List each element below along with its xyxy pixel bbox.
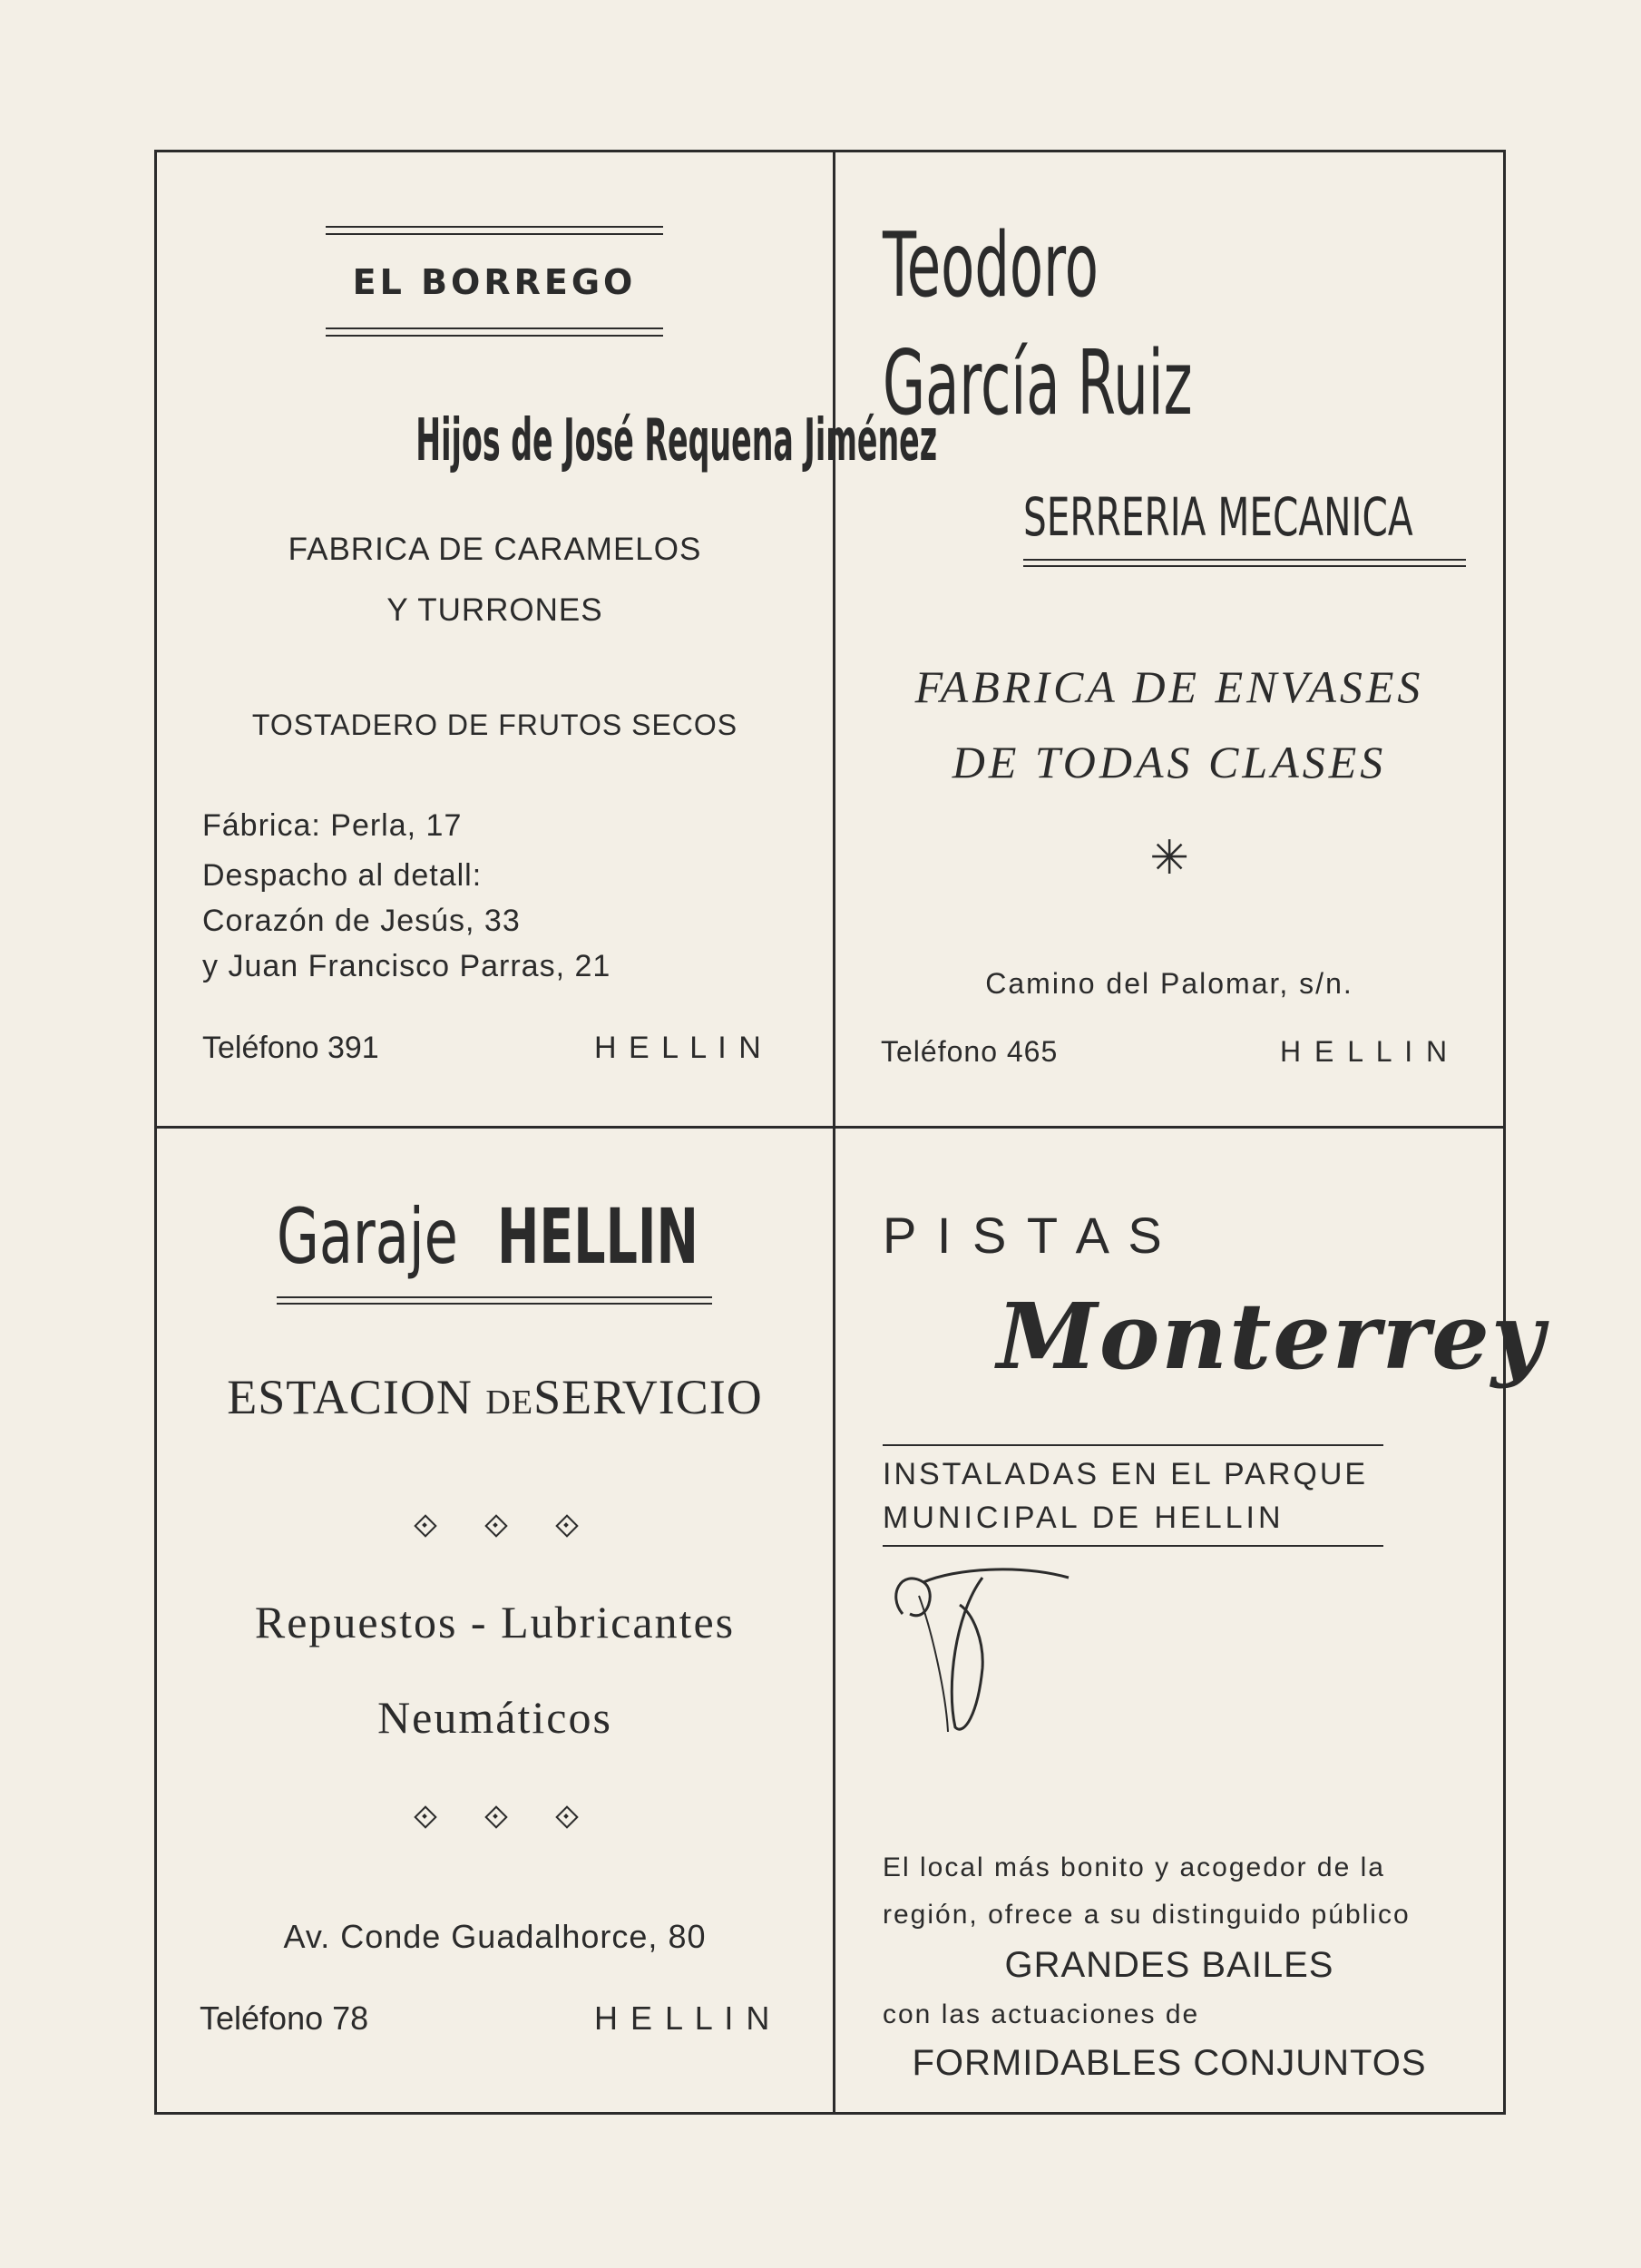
phone: Teléfono 391 <box>202 1031 379 1065</box>
products-line-2: Neumáticos <box>377 1692 612 1743</box>
city: H E L L I N <box>594 1031 763 1065</box>
pistas-heading: P I S T A S <box>883 1207 1166 1264</box>
garage-title-b: HELLIN <box>497 1192 698 1281</box>
shop-label: Despacho al detall: <box>202 858 483 893</box>
diamond-row-1 <box>157 1515 833 1540</box>
diamond-icon <box>415 1806 435 1826</box>
diamond-row-2 <box>157 1806 833 1831</box>
product-line-3: TOSTADERO DE FRUTOS SECOS <box>251 709 738 741</box>
ad-el-borrego <box>157 155 938 1126</box>
ads-grid <box>154 150 1547 2115</box>
garage-title-rule <box>277 1296 712 1305</box>
garage-title <box>277 1192 529 1283</box>
product-line-1: FABRICA DE CARAMELOS <box>288 532 702 567</box>
owner-name <box>175 407 938 480</box>
owner-name-text: Hijos de José Requena Jiménez <box>415 407 938 474</box>
description-line-2: región, ofrece a su distinguido público <box>883 1900 1411 1930</box>
monterrey-logo: Monterrey <box>997 1283 1547 1390</box>
divider-right <box>1503 152 1506 2112</box>
shop-address-2: y Juan Francisco Parras, 21 <box>202 949 611 983</box>
service-b: DE <box>485 1383 534 1422</box>
brand-rule-top <box>326 226 663 235</box>
location-line-2: MUNICIPAL DE HELLIN <box>883 1501 1284 1535</box>
product-line-1: FABRICA DE ENVASES <box>914 661 1424 712</box>
location-rule-top <box>883 1444 1383 1446</box>
asterisk-ornament: ✳ <box>1149 831 1189 885</box>
acts-headline: FORMIDABLES CONJUNTOS <box>912 2043 1427 2083</box>
shop-address-1: Corazón de Jesús, 33 <box>202 904 521 938</box>
diamond-icon <box>556 1515 576 1535</box>
business-type-text: SERRERIA MECANICA <box>1023 486 1413 548</box>
product-line-2: Y TURRONES <box>386 592 603 628</box>
products-line-1: Repuestos - Lubricantes <box>254 1597 736 1647</box>
service-c: SERVICIO <box>533 1370 763 1424</box>
ad-pistas-monterrey <box>835 1129 1547 2109</box>
service-a: ESTACION <box>227 1370 473 1424</box>
name-line-1-text: Teodoro <box>883 214 1099 318</box>
diamond-icon <box>415 1515 435 1535</box>
phone: Teléfono 78 <box>200 1999 369 2037</box>
garage-title-hellin <box>497 1192 802 1283</box>
name-line-1 <box>883 214 1231 318</box>
monogram-svg <box>883 1559 1082 1759</box>
city: H E L L I N <box>594 1999 772 2037</box>
business-type <box>1023 486 1580 548</box>
product-line-2: DE TODAS CLASES <box>952 737 1387 787</box>
ad-teodoro-garcia-ruiz <box>835 155 1503 1126</box>
business-rule <box>1023 559 1466 567</box>
description-line-1: El local más bonito y acogedor de la <box>883 1853 1385 1882</box>
factory-address: Fábrica: Perla, 17 <box>202 808 463 843</box>
brand-rule-bottom <box>326 327 663 337</box>
event-headline: GRANDES BAILES <box>1004 1945 1334 1985</box>
ad-garaje-hellin <box>157 1129 833 2109</box>
service-line <box>157 1369 833 1425</box>
location-rule-bottom <box>883 1545 1383 1547</box>
with-line: con las actuaciones de <box>883 1999 1200 2029</box>
name-line-2-text: García Ruiz <box>883 332 1193 435</box>
name-line-2 <box>883 332 1382 435</box>
diamond-icon <box>485 1515 505 1535</box>
monogram-icon <box>883 1559 1082 1759</box>
location-line-1: INSTALADAS EN EL PARQUE <box>883 1457 1369 1491</box>
address: Av. Conde Guadalhorce, 80 <box>283 1918 707 1955</box>
diamond-icon <box>556 1806 576 1826</box>
garage-title-a: Garaje <box>277 1192 458 1281</box>
diamond-icon <box>485 1806 505 1826</box>
phone: Teléfono 465 <box>881 1035 1059 1068</box>
city: H E L L I N <box>1280 1035 1451 1068</box>
address: Camino del Palomar, s/n. <box>985 967 1353 1000</box>
brand-title: EL BORREGO <box>352 262 637 302</box>
